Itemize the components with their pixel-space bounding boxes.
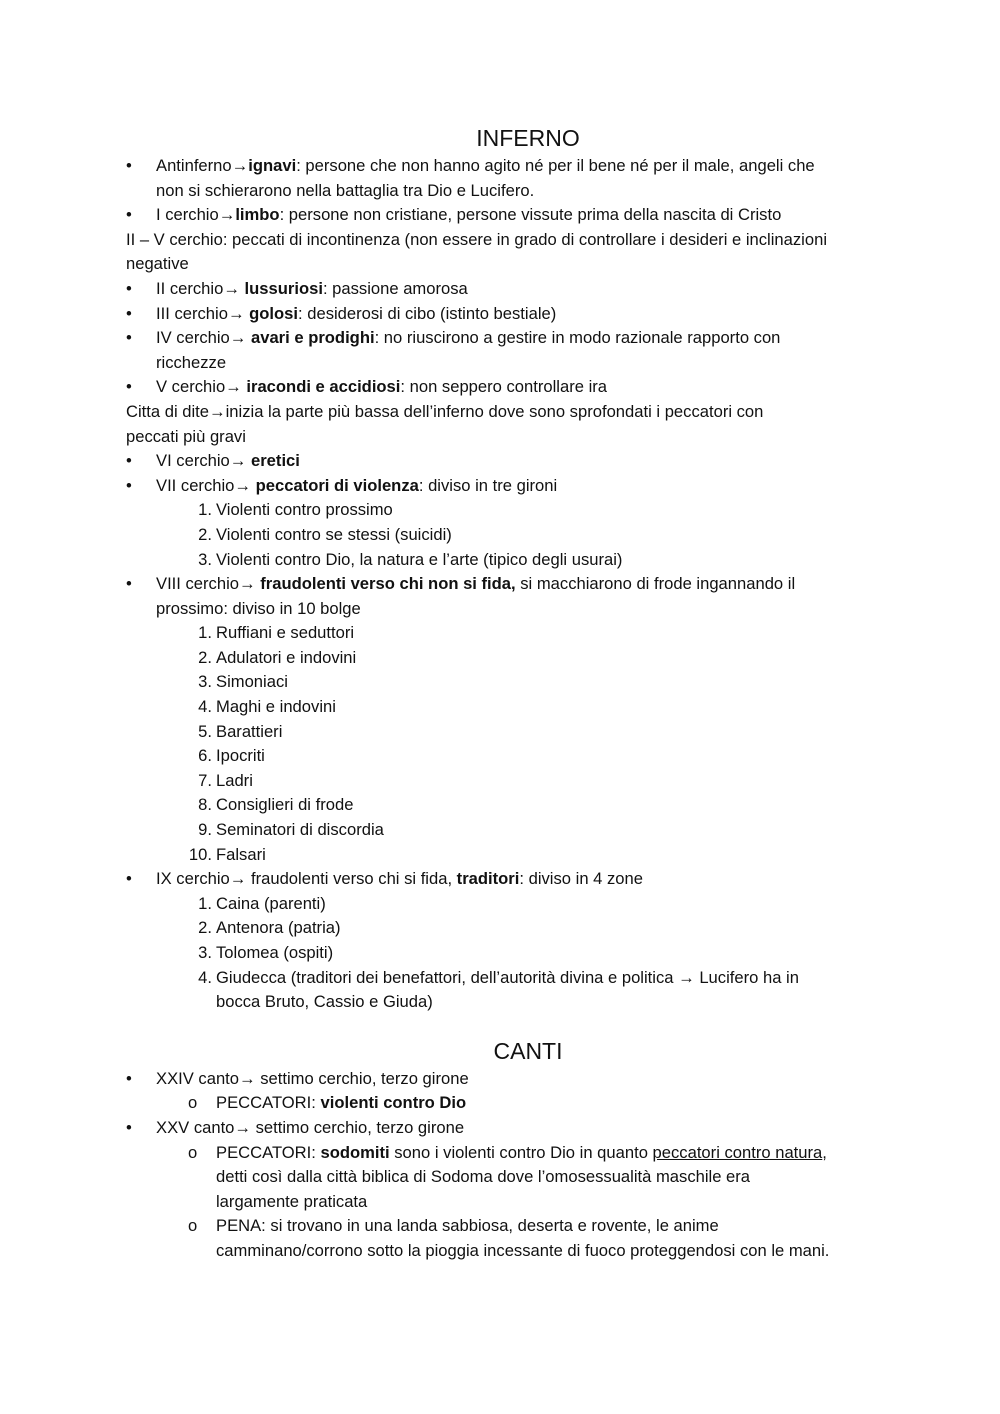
arrow-icon: → xyxy=(239,1068,256,1088)
arrow-icon: → xyxy=(223,278,240,298)
numbered-item: 9. Seminatori di discordia xyxy=(198,820,384,840)
bullet-icon: • xyxy=(126,1068,132,1088)
arrow-icon: → xyxy=(225,377,242,397)
list-item-cerchio-6: • VI cerchio→ eretici xyxy=(126,449,908,474)
list-item-cerchio-5: • V cerchio→ iracondi e accidiosi: non seppero controllare ira xyxy=(126,375,908,400)
numbered-item: 4. Giudecca (traditori dei benefattori, dell’autorità divina e politica → Lucifero ha in xyxy=(198,967,799,987)
arrow-icon: → xyxy=(229,328,247,348)
bullet-icon: • xyxy=(126,303,132,323)
list-item-cerchio-7: • VII cerchio→ peccatori di violenza: diviso in tre gironi xyxy=(126,474,908,499)
sub-item-pena: o PENA: si trovano in una landa sabbiosa, deserta e rovente, le anime xyxy=(126,1214,908,1239)
arrow-icon: → xyxy=(234,1117,252,1137)
paragraph-dite-cont: peccati più gravi xyxy=(126,426,246,446)
list-item-continuation: ricchezze xyxy=(156,352,227,372)
bullet-icon: • xyxy=(126,1117,132,1137)
page-title: INFERNO xyxy=(476,125,580,151)
numbered-item: 10. Falsari xyxy=(188,844,266,864)
bullet-icon: • xyxy=(126,156,132,175)
section-title-canti: CANTI xyxy=(493,1037,563,1064)
list-item-cerchio-3: • III cerchio→ golosi: desiderosi di cibo (istinto bestiale) xyxy=(126,302,908,327)
sub-item-peccatori: o PECCATORI: violenti contro Dio xyxy=(126,1091,908,1116)
list-item-canto-24: • XXIV canto→ settimo cerchio, terzo girone xyxy=(126,1067,908,1092)
arrow-icon: → xyxy=(218,205,236,225)
arrow-icon: → xyxy=(229,869,247,889)
list-item-cerchio-2: • II cerchio→ lussuriosi: passione amorosa xyxy=(126,277,908,302)
numbered-item: 4. Maghi e indovini xyxy=(198,697,336,717)
sub-item-continuation: camminano/corrono sotto la pioggia incessante di fuoco proteggendosi con le mani. xyxy=(216,1240,830,1260)
paragraph-incontinenza: II – V cerchio: peccati di incontinenza (non essere in grado di controllare i desideri e inclinazioni xyxy=(126,229,828,249)
numbered-item: 3. Tolomea (ospiti) xyxy=(198,943,334,962)
numbered-item: 2. Adulatori e indovini xyxy=(198,647,357,667)
arrow-icon: → xyxy=(209,401,226,421)
numbered-item: 2. Antenora (patria) xyxy=(198,918,341,938)
circle-bullet-icon: o xyxy=(188,1216,198,1236)
sub-item-peccatori: o PECCATORI: sodomiti sono i violenti contro Dio in quanto peccatori contro natura, xyxy=(126,1141,908,1166)
arrow-icon: → xyxy=(234,475,251,495)
sub-item-continuation: detti così dalla città biblica di Sodoma dove l’omosessualità maschile era xyxy=(216,1167,751,1187)
numbered-item: 6. Ipocriti xyxy=(198,746,265,766)
arrow-icon: → xyxy=(239,574,256,594)
paragraph-incontinenza-cont: negative xyxy=(126,254,189,274)
list-item-canto-25: • XXV canto→ settimo cerchio, terzo girone xyxy=(126,1116,908,1141)
numbered-item: 3. Violenti contro Dio, la natura e l’arte (tipico degli usurai) xyxy=(198,549,623,569)
numbered-item-continuation: bocca Bruto, Cassio e Giuda) xyxy=(216,992,433,1012)
list-item-cerchio-4: • IV cerchio→ avari e prodighi: no riuscirono a gestire in modo razionale rapporto con xyxy=(126,326,908,351)
list-item-cerchio-9: • IX cerchio→ fraudolenti verso chi si fida, traditori: diviso in 4 zone xyxy=(126,867,908,892)
bullet-icon: • xyxy=(126,205,132,225)
arrow-icon: → xyxy=(229,451,247,471)
list-item-antinferno: • Antinferno→ignavi: persone che non hanno agito né per il bene né per il male, angeli che xyxy=(126,154,908,179)
sub-item-continuation: largamente praticata xyxy=(216,1191,368,1211)
numbered-item: 1. Caina (parenti) xyxy=(198,893,326,913)
bullet-icon: • xyxy=(126,377,132,397)
circle-bullet-icon: o xyxy=(188,1093,198,1113)
arrow-icon: → xyxy=(678,967,695,987)
bullet-icon: • xyxy=(126,328,132,348)
list-item-continuation: non si schierarono nella battaglia tra Dio e Lucifero. xyxy=(156,180,535,200)
numbered-item: 1. Violenti contro prossimo xyxy=(198,500,393,520)
list-item-continuation: prossimo: diviso in 10 bolge xyxy=(156,598,361,618)
list-item-cerchio-1: • I cerchio→limbo: persone non cristiane, persone vissute prima della nascita di Cristo xyxy=(126,203,908,228)
numbered-item: 5. Barattieri xyxy=(198,721,283,741)
numbered-item: 8. Consiglieri di frode xyxy=(198,795,354,815)
paragraph-dite: Citta di dite→inizia la parte più bassa dell’inferno dove sono sprofondati i peccatori con xyxy=(126,401,764,421)
circle-bullet-icon: o xyxy=(188,1142,198,1162)
bullet-icon: • xyxy=(126,475,132,495)
numbered-item: 3. Simoniaci xyxy=(198,672,288,692)
bullet-icon: • xyxy=(126,278,132,298)
numbered-item: 7. Ladri xyxy=(198,770,253,790)
bullet-icon: • xyxy=(126,869,132,889)
arrow-icon: → xyxy=(231,156,249,175)
arrow-icon: → xyxy=(227,303,245,323)
numbered-item: 1. Ruffiani e seduttori xyxy=(198,623,355,643)
numbered-item: 2. Violenti contro se stessi (suicidi) xyxy=(198,524,452,544)
list-item-cerchio-8: • VIII cerchio→ fraudolenti verso chi non si fida, si macchiarono di frode ingannando il xyxy=(126,572,908,597)
bullet-icon: • xyxy=(126,451,132,471)
bullet-icon: • xyxy=(126,574,132,594)
